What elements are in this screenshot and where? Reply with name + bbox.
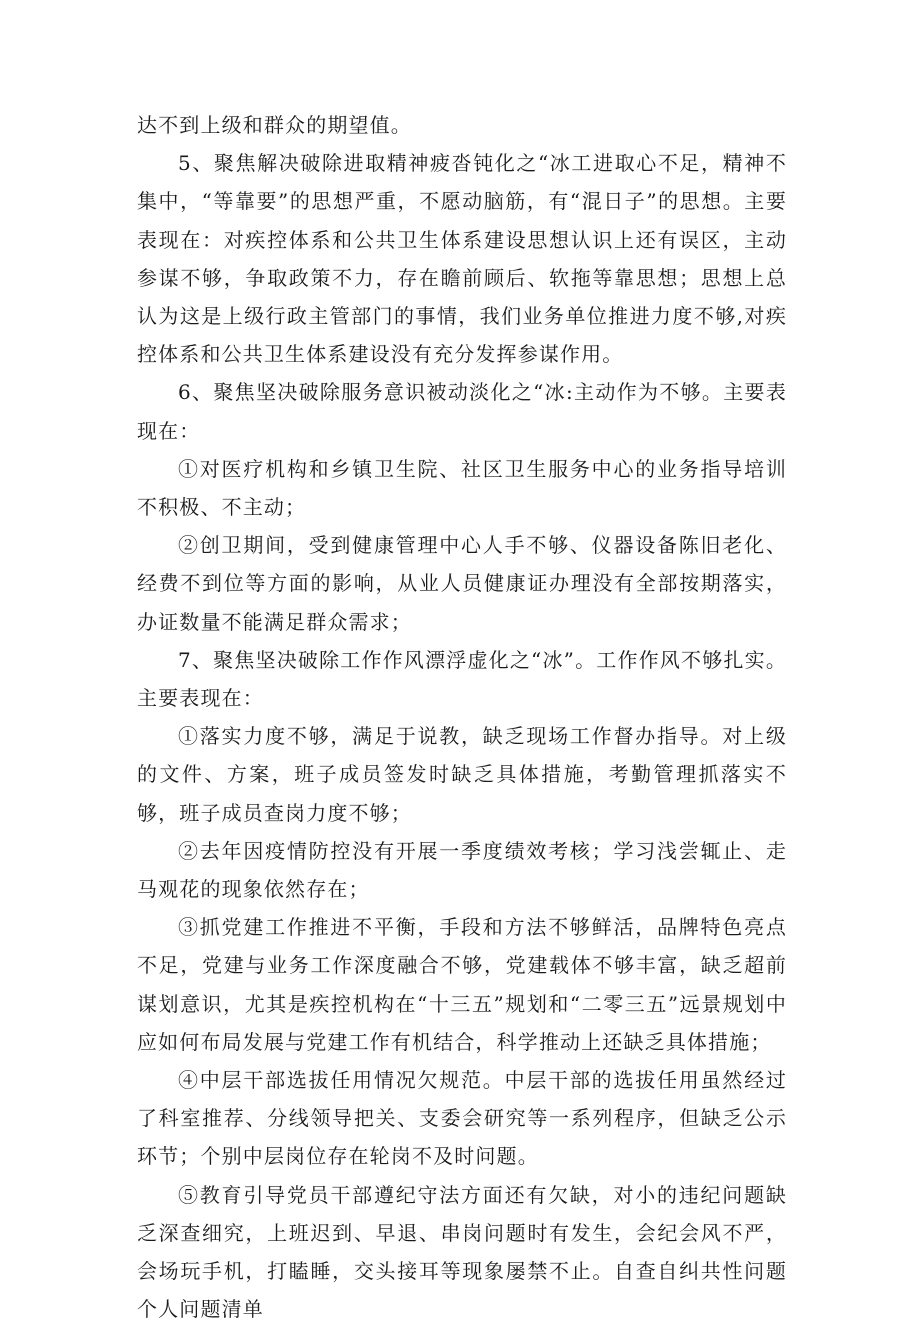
paragraph-item-7: 7、聚焦坚决破除工作作风漂浮虚化之“冰”。工作作风不够扎实。主要表现在： xyxy=(137,647,787,711)
paragraph-item-7-point-3: ③抓党建工作推进不平衡，手段和方法不够鲜活，品牌特色亮点不足，党建与业务工作深度融合不够，党建载体不够丰富，缺乏超前谋划意识，尤其是疾控机构在“十三五”规划和“二零三五”远景规划中应如何布局发展与党建工作有机结合，科学推动上还缺乏具体措施； xyxy=(137,915,787,1054)
paragraph-item-7-point-1: ①落实力度不够，满足于说教，缺乏现场工作督办指导。对上级的文件、方案，班子成员签发时缺乏具体措施，考勤管理抓落实不够，班子成员查岗力度不够； xyxy=(137,724,787,825)
paragraph-item-6-point-1: ①对医疗机构和乡镇卫生院、社区卫生服务中心的业务指导培训不积极、不主动； xyxy=(137,456,787,520)
document-body xyxy=(137,106,787,1329)
paragraph-continuation: 达不到上级和群众的期望值。 xyxy=(137,113,412,137)
paragraph-item-7-point-4: ④中层干部选拔任用情况欠规范。中层干部的选拔任用虽然经过了科室推荐、分线领导把关、支委会研究等一系列程序，但缺乏公示环节；个别中层岗位存在轮岗不及时问题。 xyxy=(137,1068,787,1169)
paragraph-item-7-point-2: ②去年因疫情防控没有开展一季度绩效考核；学习浅尝辄止、走马观花的现象依然存在； xyxy=(137,838,787,902)
paragraph-item-6: 6、聚焦坚决破除服务意识被动淡化之“冰:主动作为不够。主要表现在： xyxy=(137,380,787,443)
paragraph-item-6-point-2: ②创卫期间，受到健康管理中心人手不够、仪器设备陈旧老化、经费不到位等方面的影响，从业人员健康证办理没有全部按期落实，办证数量不能满足群众需求； xyxy=(137,533,787,634)
paragraph-item-7-point-5: ⑤教育引导党员干部遵纪守法方面还有欠缺，对小的违纪问题缺乏深查细究，上班迟到、早退、串岗问题时有发生，会纪会风不严，会场玩手机，打瞌睡，交头接耳等现象屡禁不止。自查自纠共性问题个人问题清单 xyxy=(137,1182,787,1322)
paragraph-item-5: 5、聚焦解决破除进取精神疲沓钝化之“冰工进取心不足，精神不集中，“等靠要”的思想严重，不愿动脑筋，有“混日子”的思想。主要表现在：对疾控体系和公共卫生体系建设思想认识上还有误区，主动参谋不够，争取政策不力，存在瞻前顾后、软拖等靠思想；思想上总认为这是上级行政主管部门的事情，我们业务单位推进力度不够,对疾控体系和公共卫生体系建设没有充分发挥参谋作用。 xyxy=(137,151,787,367)
